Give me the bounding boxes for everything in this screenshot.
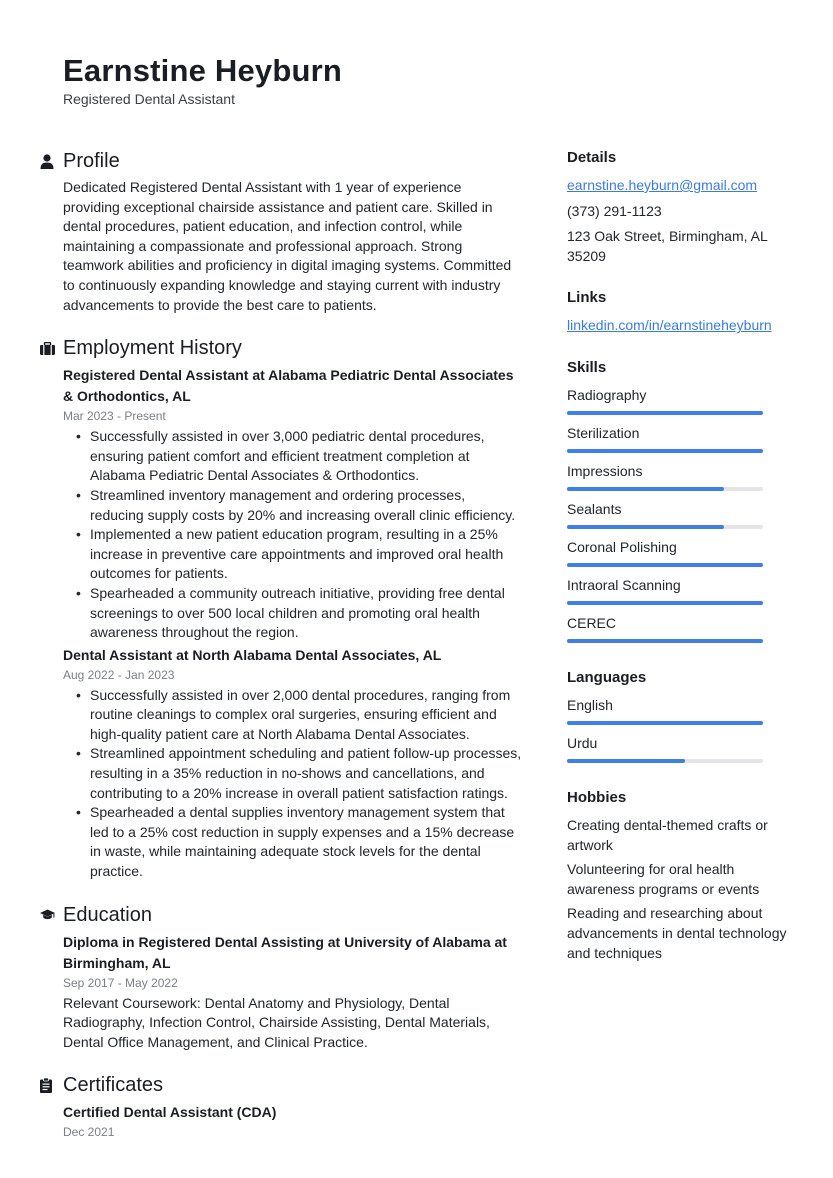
sidebar-column (567, 148, 787, 985)
hobbies-list (567, 816, 787, 963)
list-item: • Successfully assisted in over 3,000 pediatric dental procedures, ensuring patient comfort and efficient treatment completion at Alabama Pediatric Dental Associates & Orthodontics. (63, 427, 522, 486)
skill-label: Sterilization (567, 424, 640, 441)
email-link[interactable]: earnstine.heyburn@gmail.com (567, 177, 758, 193)
clipboard-icon (40, 1078, 63, 1093)
employment-section (40, 335, 522, 881)
skill-level-bar (567, 487, 763, 491)
education-title: Diploma in Registered Dental Assisting at University of Alabama at Birmingham, AL (63, 933, 507, 971)
skill-level-bar (567, 525, 763, 529)
job-title: Dental Assistant at North Alabama Dental Associates, AL (63, 646, 442, 663)
skill-level-bar (567, 563, 763, 567)
job-bullets (63, 686, 522, 882)
skill-level-fill (567, 639, 763, 643)
candidate-name: Earnstine Heyburn (63, 53, 343, 88)
person-icon (40, 154, 63, 169)
skill-label: Radiography (567, 386, 647, 403)
language-level-fill (567, 759, 685, 763)
education-header (40, 902, 522, 928)
list-item: • Implemented a new patient education program, resulting in a 25% increase in preventive care appointments and improved oral health outcomes for patients. (63, 525, 522, 584)
list-item: • Spearheaded a community outreach initiative, providing free dental screenings to over 500 local children and promoting oral health awareness throughout the region. (63, 584, 522, 643)
briefcase-icon (40, 342, 63, 355)
job-bullets (63, 427, 522, 643)
skill-label: Coronal Polishing (567, 538, 677, 555)
hobbies-title: Hobbies (567, 788, 627, 806)
address-text: 123 Oak Street, Birmingham, AL 35209 (567, 228, 768, 264)
skill-level-fill (567, 601, 763, 605)
job-entry (63, 645, 522, 882)
language-item (567, 696, 787, 734)
skill-item (567, 500, 787, 538)
skill-item (567, 386, 787, 424)
language-label: Urdu (567, 734, 598, 751)
list-item: • Streamlined appointment scheduling and patient follow-up processes, resulting in a 35% reduction in no-shows and cancellations, and contributing to a 20% increase in overall patient satisfaction ratings. (63, 744, 522, 803)
phone-text: (373) 291-1123 (567, 202, 662, 219)
job-date: Mar 2023 - Present (63, 409, 166, 424)
skill-label: Sealants (567, 500, 622, 517)
section-title: Certificates (63, 1074, 164, 1097)
resume-header (63, 52, 342, 108)
certificates-section (40, 1072, 522, 1141)
education-text: Relevant Coursework: Dental Anatomy and Physiology, Dental Radiography, Infection Control, Chairside Assisting, Dental Materials, Dental Office Management, and Clinical Practice. (63, 994, 490, 1050)
skill-item (567, 424, 787, 462)
section-title: Profile (63, 150, 120, 172)
language-label: English (567, 696, 613, 713)
languages-title: Languages (567, 668, 647, 686)
education-entry (63, 932, 522, 1053)
certificates-header (40, 1072, 522, 1098)
hobby-item: Creating dental-themed crafts or artwork (567, 816, 768, 853)
skills-title: Skills (567, 358, 607, 376)
list-item: • Streamlined inventory management and ordering processes, reducing supply costs by 20% and increasing overall clinic efficiency. (63, 486, 522, 525)
certificate-date: Dec 2021 (63, 1125, 115, 1140)
skill-level-fill (567, 525, 724, 529)
language-level-bar (567, 721, 763, 725)
skill-item (567, 614, 787, 652)
language-level-fill (567, 721, 763, 725)
skills-section (567, 358, 787, 652)
skills-list (567, 386, 787, 652)
links-section (567, 288, 787, 336)
profile-section (40, 148, 522, 315)
skill-label: Impressions (567, 462, 643, 479)
skill-level-bar (567, 449, 763, 453)
candidate-role: Registered Dental Assistant (63, 91, 235, 107)
education-date: Sep 2017 - May 2022 (63, 975, 178, 990)
skill-level-bar (567, 411, 763, 415)
skill-level-bar (567, 639, 763, 643)
job-date: Aug 2022 - Jan 2023 (63, 667, 175, 682)
skill-item (567, 538, 787, 576)
main-column (40, 148, 522, 1161)
job-title: Registered Dental Assistant at Alabama Pediatric Dental Associates & Orthodontics, AL (63, 367, 514, 405)
certificate-title: Certified Dental Assistant (CDA) (63, 1104, 277, 1121)
hobby-item: Volunteering for oral health awareness programs or events (567, 861, 760, 897)
details-section (567, 148, 787, 266)
linkedin-link[interactable]: linkedin.com/in/earnstineheyburn (567, 317, 772, 334)
languages-list (567, 696, 787, 772)
hobbies-section (567, 788, 787, 963)
employment-header (40, 335, 522, 361)
skill-level-fill (567, 563, 763, 567)
language-item (567, 734, 787, 772)
hobby-item: Reading and researching about advancements in dental technology and techniques (567, 905, 787, 961)
details-title: Details (567, 149, 617, 166)
list-item: • Successfully assisted in over 2,000 dental procedures, ranging from routine cleanings to complex oral surgeries, ensuring efficient and high-quality patient care at North Alabama Dental Associates. (63, 686, 522, 745)
languages-section (567, 668, 787, 772)
skill-label: CEREC (567, 614, 617, 631)
links-title: Links (567, 289, 607, 307)
section-title: Education (63, 903, 152, 926)
skill-label: Intraoral Scanning (567, 576, 681, 593)
certificate-entry (63, 1102, 522, 1141)
skill-level-fill (567, 487, 724, 491)
job-entry (63, 365, 522, 643)
skill-level-bar (567, 601, 763, 605)
skill-item (567, 462, 787, 500)
language-level-bar (567, 759, 763, 763)
skill-item (567, 576, 787, 614)
profile-text: Dedicated Registered Dental Assistant with 1 year of experience providing exceptional chairside assistance and patient care. Skilled in dental procedures, patient education, and infection control, while maintaining a compassionate and professional approach. Strong teamwork abilities and proficiency in digital imaging systems. Committed to continuously expanding knowledge and staying current with industry advancements to provide the best care to patients. (63, 179, 512, 313)
education-section (40, 902, 522, 1053)
profile-header (40, 148, 522, 174)
graduation-cap-icon (40, 909, 63, 920)
skill-level-fill (567, 449, 763, 453)
skill-level-fill (567, 411, 763, 415)
list-item: • Spearheaded a dental supplies inventory management system that led to a 25% cost reduction in supply expenses and a 15% decrease in waste, while maintaining adequate stock levels for the dental practice. (63, 803, 522, 881)
section-title: Employment History (63, 337, 242, 360)
